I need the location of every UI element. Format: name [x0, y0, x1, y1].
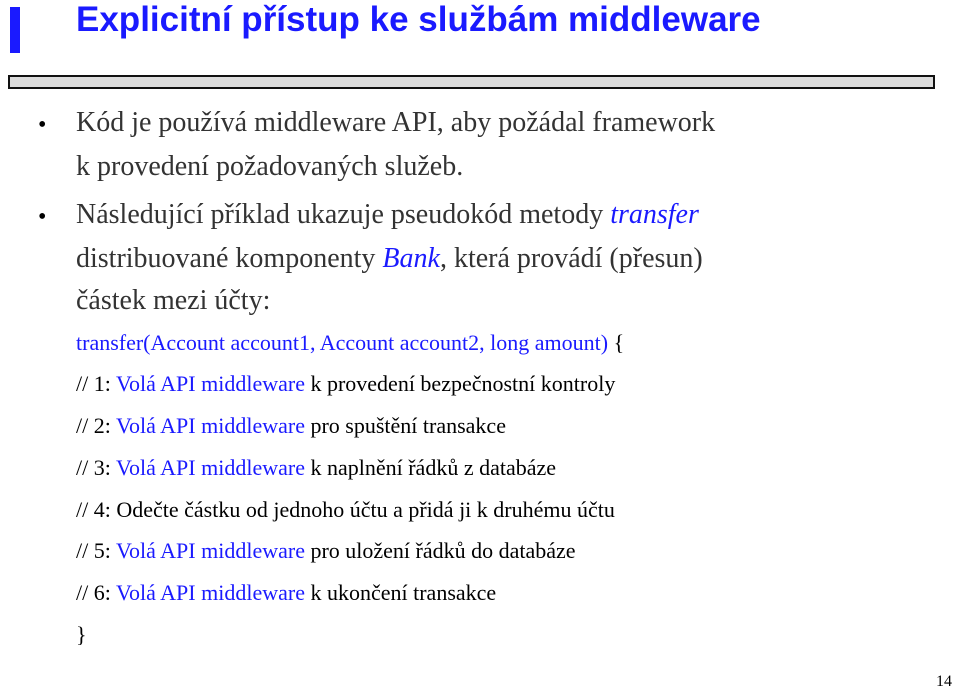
code-line-2-rest: pro spuštění transakce — [304, 413, 506, 438]
code-line-2-prefix: // 2: — [76, 413, 116, 438]
bullet-2-line-3: částek mezi účty: — [76, 285, 271, 316]
code-line-6-rest: k ukončení transakce — [304, 580, 497, 605]
code-line-3 — [76, 455, 556, 481]
code-line-2-api: Volá API middleware — [115, 413, 305, 438]
code-line-3-prefix: // 3: — [76, 455, 116, 480]
bullet-2-line-2-suffix: , která provádí (přesun) — [439, 243, 703, 274]
code-line-1-rest: k provedení bezpečnostní kontroly — [304, 371, 616, 396]
code-line-6-prefix: // 6: — [76, 580, 116, 605]
bullet-2-line-2 — [76, 237, 703, 281]
code-line-5-rest: pro uložení řádků do databáze — [304, 538, 576, 563]
code-line-3-api: Volá API middleware — [115, 455, 305, 480]
title-accent-bar — [10, 7, 20, 53]
code-line-4 — [76, 497, 615, 523]
bullet-dot-2: • — [38, 204, 47, 230]
code-line-1-prefix: // 1: — [76, 371, 116, 396]
code-line-4-rest: Odečte částku od jednoho účtu a přidá ji k druhému účtu — [116, 497, 615, 522]
bullet-1-line-1: Kód je používá middleware API, aby požádal framework — [76, 107, 716, 138]
code-signature: transfer(Account account1, Account account2, long amount) — [76, 330, 609, 355]
code-line-6 — [76, 580, 496, 606]
code-line-5 — [76, 538, 576, 564]
bullet-2-line-1 — [76, 193, 699, 237]
bullet-dot-1: • — [38, 112, 47, 138]
page-number: 14 — [936, 673, 952, 690]
code-line-3-rest: k naplnění řádků z databáze — [304, 455, 557, 480]
bullet-2-line-1-text: Následující příklad ukazuje pseudokód metody — [76, 199, 611, 230]
bullet-1-line-2: k provedení požadovaných služeb. — [76, 151, 464, 182]
code-close-brace: } — [76, 622, 87, 647]
code-line-5-prefix: // 5: — [76, 538, 116, 563]
code-line-2 — [76, 413, 506, 439]
slide-title: Explicitní přístup ke službám middleware — [76, 0, 761, 39]
title-divider — [8, 75, 935, 89]
code-line-1-api: Volá API middleware — [115, 371, 305, 396]
bullet-2-line-2-text: distribuované komponenty — [76, 243, 383, 274]
code-line-1 — [76, 371, 615, 397]
code-open-brace: { — [608, 330, 625, 355]
code-signature-line — [76, 330, 624, 356]
code-line-4-prefix: // 4: — [76, 497, 117, 522]
code-line-5-api: Volá API middleware — [115, 538, 305, 563]
method-name-transfer: transfer — [610, 199, 699, 230]
component-name-bank: Bank — [382, 243, 440, 274]
code-line-6-api: Volá API middleware — [115, 580, 305, 605]
